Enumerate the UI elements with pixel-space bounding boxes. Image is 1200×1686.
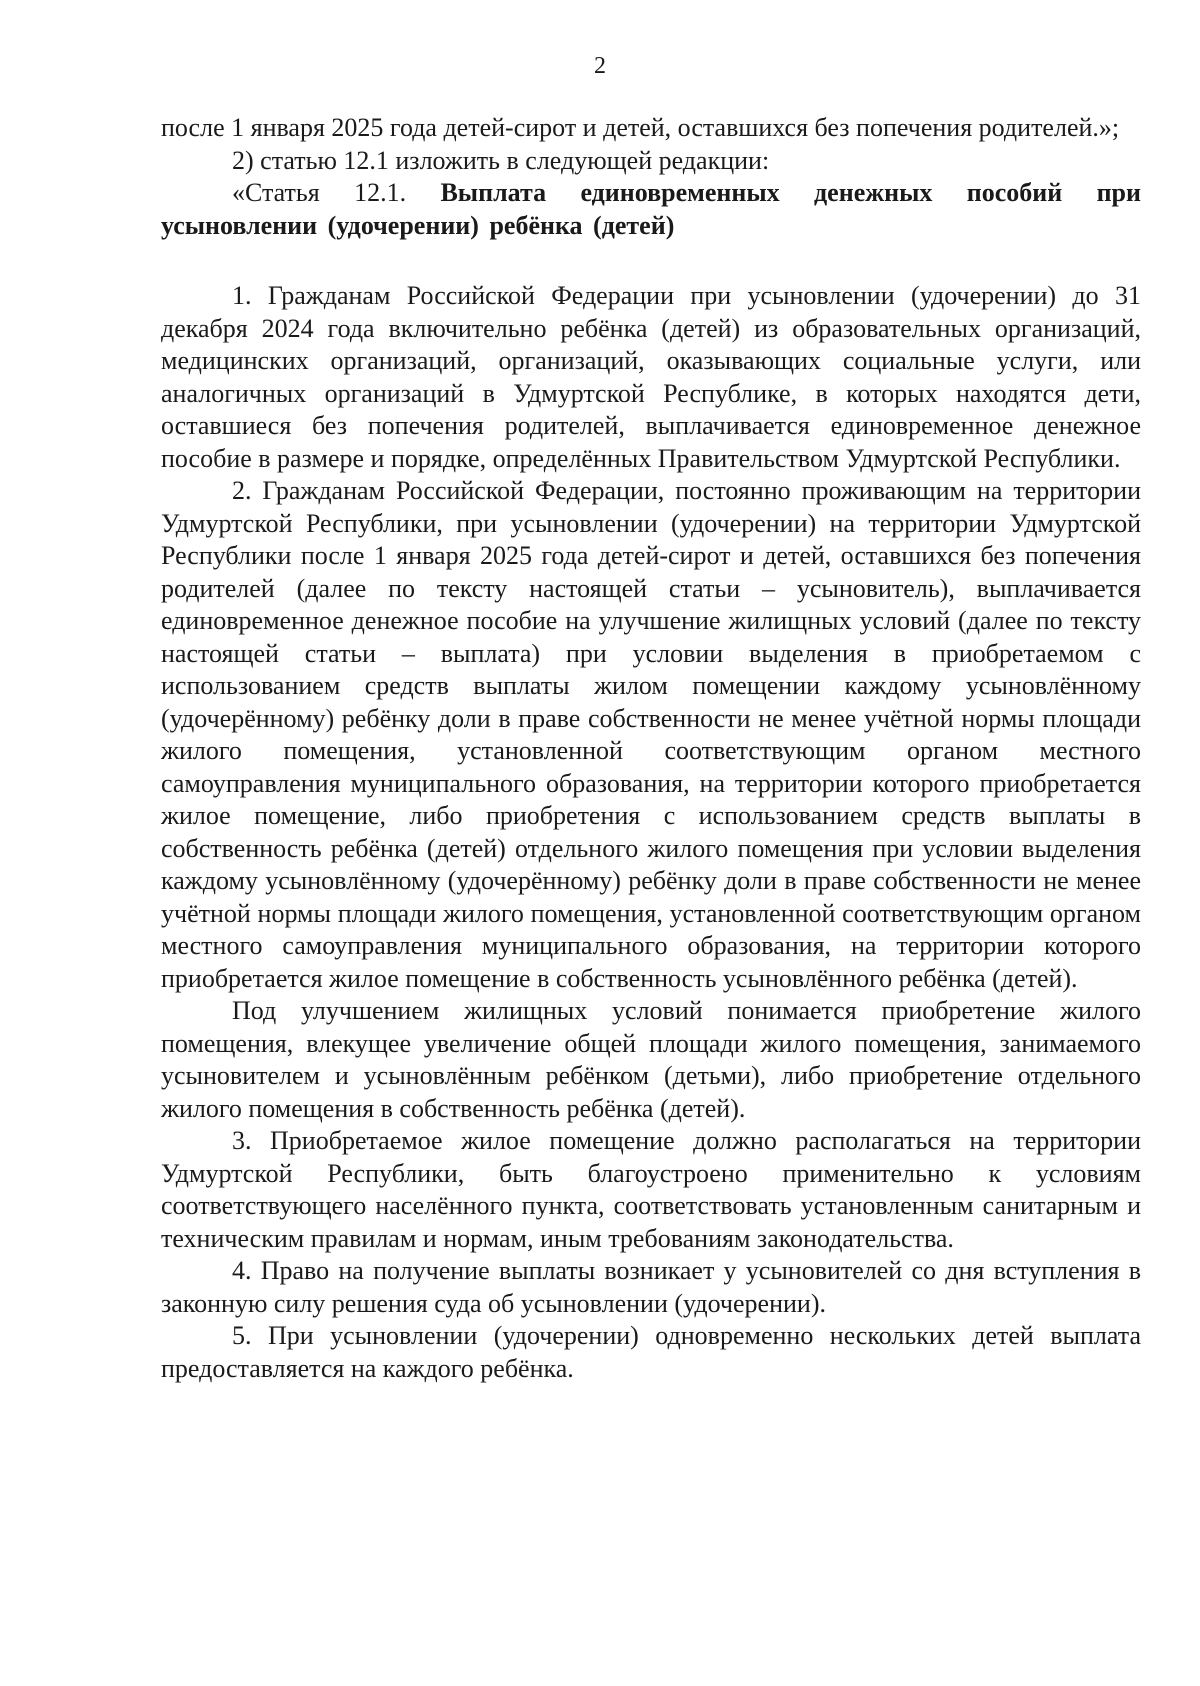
article-paragraph-5: 5. При усыновлении (удочерении) одновременно нескольких детей выплата предоставляется на каждого ребёнка. [161,1321,1141,1383]
article-number: «Статья 12.1. [232,178,441,207]
article-heading [161,177,1141,242]
intro-tail-paragraph: после 1 января 2025 года детей-сирот и детей, оставшихся без попечения родителей.»; [161,113,1120,142]
article-paragraph-2-definition: Под улучшением жилищных условий понимается приобретение жилого помещения, влекущее увеличение общей площади жилого помещения, занимаемого усыновителем и усыновлённым ребёнком (детьми), либо приобретение отдельного жилого помещения в собственность ребёнка (детей). [161,996,1141,1123]
article-paragraph-3: 3. Приобретаемое жилое помещение должно располагаться на территории Удмуртской Республики, быть благоустроено применительно к условиям соответствующего населённого пункта, соответствовать установленным санитарным и техническим правилам и нормам, иным требованиям законодательства. [161,1126,1141,1253]
article-title: Выплата единовременных денежных пособий при усыновлении (удочерении) ребёнка (детей) [161,178,1141,240]
page-number: 2 [594,53,606,79]
article-paragraph-4: 4. Право на получение выплаты возникает у усыновителей со дня вступления в законную силу решения суда об усыновлении (удочерении). [161,1256,1141,1318]
article-paragraph-2: 2. Гражданам Российской Федерации, постоянно проживающим на территории Удмуртской Республики, при усыновлении (удочерении) на территории Удмуртской Республики после 1 января 2025 года детей-сирот и детей, оставшихся без попечения родителей (далее по тексту настоящей статьи – усыновитель), выплачивается единовременное денежное пособие на улучшение жилищных условий (далее по тексту настоящей статьи – выплата) при условии выделения в приобретаемом с использованием средств выплаты жилом помещении каждому усыновлённому (удочерённому) ребёнку доли в праве собственности не менее учётной нормы площади жилого помещения, установленной соответствующим органом местного самоуправления муниципального образования, на территории которого приобретается жилое помещение, либо приобретения с использованием средств выплаты в собственность ребёнка (детей) отдельного жилого помещения при условии выделения каждому усыновлённому (удочерённому) ребёнку доли в праве собственности не менее учётной нормы площади жилого помещения, установленной соответствующим органом местного самоуправления муниципального образования, на территории которого приобретается жилое помещение в собственность усыновлённого ребёнка (детей). [161,476,1141,993]
heading-spacer [161,242,1141,280]
article-paragraph-1: 1. Гражданам Российской Федерации при усыновлении (удочерении) до 31 декабря 2024 года включительно ребёнка (детей) из образовательных организаций, медицинских организаций, организаций, оказывающих социальные услуги, или аналогичных организаций в Удмуртской Республике, в которых находятся дети, оставшиеся без попечения родителей, выплачивается единовременное денежное пособие в размере и порядке, определённых Правительством Удмуртской Республики. [161,281,1141,473]
document-body [161,112,1141,1385]
amendment-item-2: 2) статью 12.1 изложить в следующей редакции: [232,145,770,175]
